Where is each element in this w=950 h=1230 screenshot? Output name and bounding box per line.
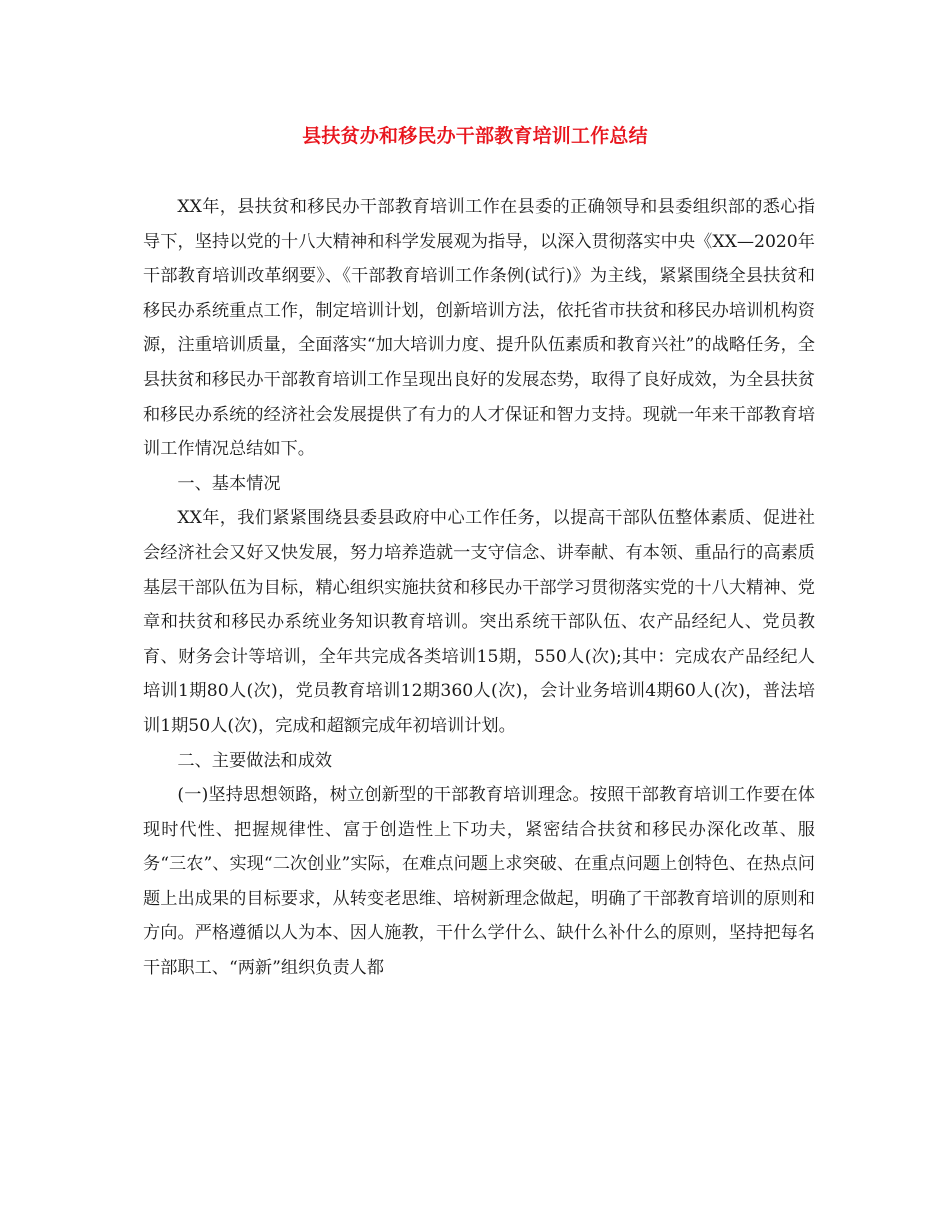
document-body <box>143 190 815 986</box>
section-heading-methods-results: 二、主要做法和成效 <box>177 750 333 771</box>
intro-paragraph: XX年，县扶贫和移民办干部教育培训工作在县委的正确领导和县委组织部的悉心指导下，坚持以党的十八大精神和科学发展观为指导，以深入贯彻落实中央《XX—2020年干部教育培训改革纲要》、《干部教育培训工作条例(试行)》为主线，紧紧围绕全县扶贫和移民办系统重点工作，制定培训计划，创新培训方法，依托省市扶贫和移民办培训机构资源，注重培训质量，全面落实“加大培训力度、提升队伍素质和教育兴社”的战略任务，全县扶贫和移民办干部教育培训工作呈现出良好的发展态势，取得了良好成效，为全县扶贫和移民办系统的经济社会发展提供了有力的人才保证和智力支持。现就一年来干部教育培训工作情况总结如下。 <box>143 197 815 460</box>
document-title: 县扶贫办和移民办干部教育培训工作总结 <box>302 125 648 147</box>
basic-situation-paragraph: XX年，我们紧紧围绕县委县政府中心工作任务，以提高干部队伍整体素质、促进社会经济社会又好又快发展，努力培养造就一支守信念、讲奉献、有本领、重品行的高素质基层干部队伍为目标，精心组织实施扶贫和移民办干部学习贯彻落实党的十八大精神、党章和扶贫和移民办系统业务知识教育培训。突出系统干部队伍、农产品经纪人、党员教育、财务会计等培训，全年共完成各类培训15期，550人(次);其中：完成农产品经纪人培训1期80人(次)，党员教育培训12期360人(次)，会计业务培训4期60人(次)，普法培训1期50人(次)，完成和超额完成年初培训计划。 <box>143 508 815 736</box>
methods-paragraph-1: (一)坚持思想领路，树立创新型的干部教育培训理念。按照干部教育培训工作要在体现时代性、把握规律性、富于创造性上下功夫，紧密结合扶贫和移民办深化改革、服务“三农”、实现“二次创业”实际，在难点问题上求突破、在重点问题上创特色、在热点问题上出成果的目标要求，从转变老思维、培树新理念做起，明确了干部教育培训的原则和方向。严格遵循以人为本、因人施教，干什么学什么、缺什么补什么的原则，坚持把每名干部职工、“两新”组织负责人都 <box>143 785 815 979</box>
section-heading-basic-situation: 一、基本情况 <box>177 473 281 494</box>
